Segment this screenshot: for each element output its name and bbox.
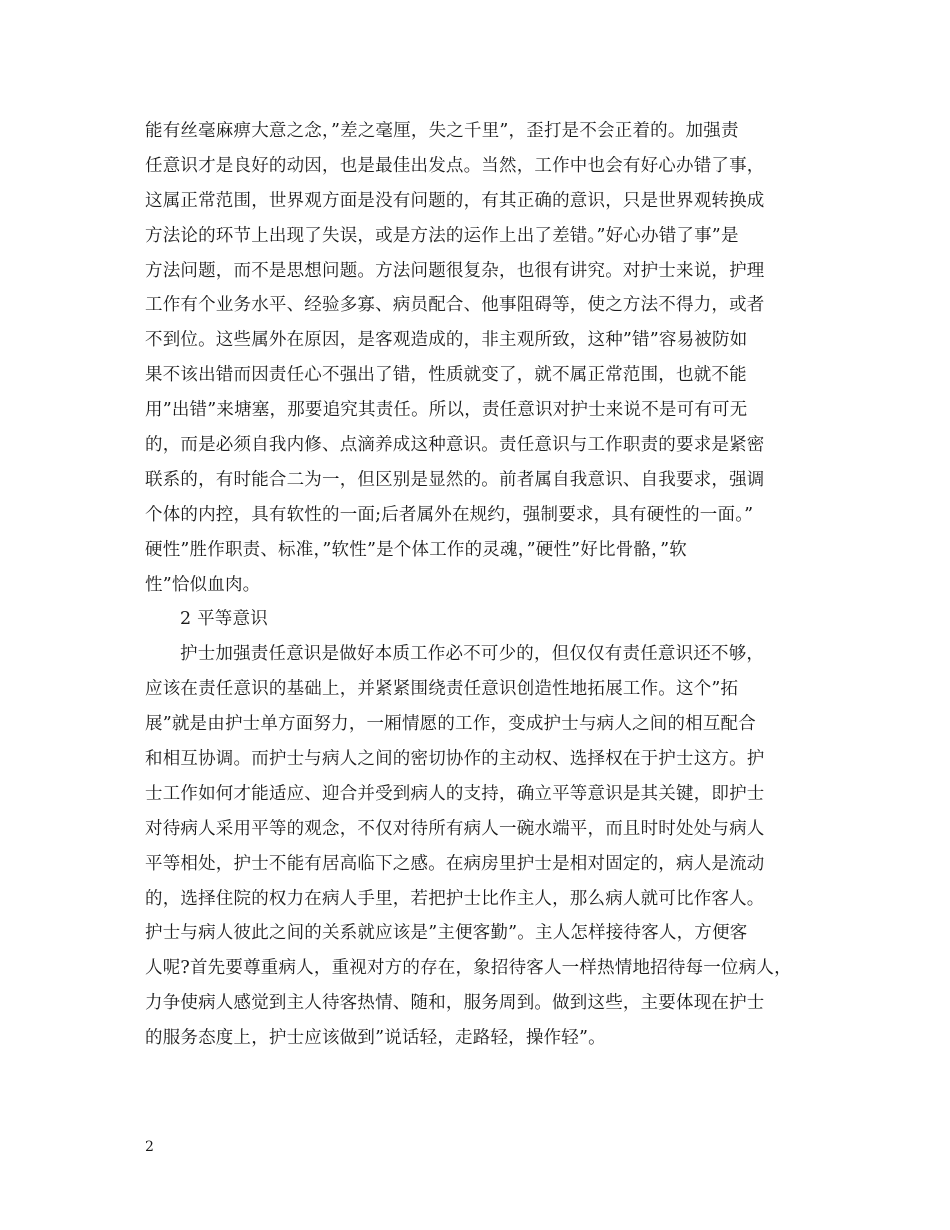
- text-line: 士工作如何才能适应、迎合并受到病人的支持，确立平等意识是其关键，即护士: [145, 783, 765, 804]
- text-line: 力争使病人感觉到主人待客热情、随和，服务周到。做到这些，主要体现在护士: [145, 993, 765, 1014]
- body-text: [145, 114, 835, 1056]
- text-line: 工作有个业务水平、经验多寡、病员配合、他事阻碍等，使之方法不得力，或者: [145, 295, 765, 316]
- text-line: 和相互协调。而护士与病人之间的密切协作的主动权、选择权在于护士这方。护: [145, 749, 765, 770]
- text-line: 用”出错”来塘塞，那要追究其责任。所以，责任意识对护士来说不是可有可无: [145, 400, 748, 421]
- text-line: 能有丝毫麻痹大意之念，”差之毫厘，失之千里”，歪打是不会正着的。加强责: [145, 121, 739, 141]
- text-line: 平等相处，护士不能有居高临下之感。在病房里护士是相对固定的，病人是流动: [145, 853, 765, 874]
- text-line: 果不该出错而因责任心不强出了错，性质就变了，就不属正常范围，也就不能: [145, 365, 747, 386]
- text-line: 任意识才是良好的动因，也是最佳出发点。当然，工作中也会有好心办错了事，: [145, 155, 765, 176]
- text-line: 护士加强责任意识是做好本质工作必不可少的，但仅仅有责任意识还不够，: [180, 644, 765, 665]
- text-line: 展”就是由护士单方面努力，一厢情愿的工作，变成护士与病人之间的相互配合: [145, 714, 756, 735]
- text-line: 的，选择住院的权力在病人手里，若把护士比作主人，那么病人就可比作客人。: [145, 888, 765, 909]
- text-line: 个体的内控，具有软性的一面;后者属外在规约，强制要求，具有硬性的一面。”: [145, 504, 754, 525]
- text-line: 方法问题，而不是思想问题。方法问题很复杂，也很有讲究。对护士来说，护理: [145, 260, 765, 281]
- text-line: 人呢?首先要尊重病人，重视对方的存在，象招待客人一样热情地招待每一位病人，: [145, 958, 792, 979]
- text-line: 2 平等意识: [180, 609, 268, 630]
- text-line: 对待病人采用平等的观念，不仅对待所有病人一碗水端平，而且时时处处与病人: [145, 818, 765, 839]
- text-line: 护士与病人彼此之间的关系就应该是”主便客勤”。主人怎样接待客人，方便客: [145, 923, 748, 944]
- text-line: 应该在责任意识的基础上，并紧紧围绕责任意识创造性地拓展工作。这个”拓: [145, 679, 739, 700]
- text-line: 硬性”胜作职责、标准，”软性”是个体工作的灵魂，”硬性”好比骨骼，”软: [145, 539, 687, 560]
- text-line: 联系的，有时能合二为一，但区别是显然的。前者属自我意识、自我要求，强调: [145, 469, 765, 490]
- text-line: 不到位。这些属外在原因，是客观造成的，非主观所致，这种”错”容易被防如: [145, 330, 748, 351]
- text-line: 性”恰似血肉。: [145, 574, 261, 595]
- text-line: 方法论的环节上出现了失误，或是方法的运作上出了差错。”好心办错了事”是: [145, 225, 739, 246]
- page-number: 2: [145, 1139, 154, 1155]
- text-line: 的服务态度上，护士应该做到”说话轻，走路轻，操作轻”。: [145, 1028, 606, 1049]
- text-line: 的，而是必须自我内修、点滴养成这种意识。责任意识与工作职责的要求是紧密: [145, 435, 765, 456]
- text-line: 这属正常范围，世界观方面是没有问题的，有其正确的意识，只是世界观转换成: [145, 190, 765, 211]
